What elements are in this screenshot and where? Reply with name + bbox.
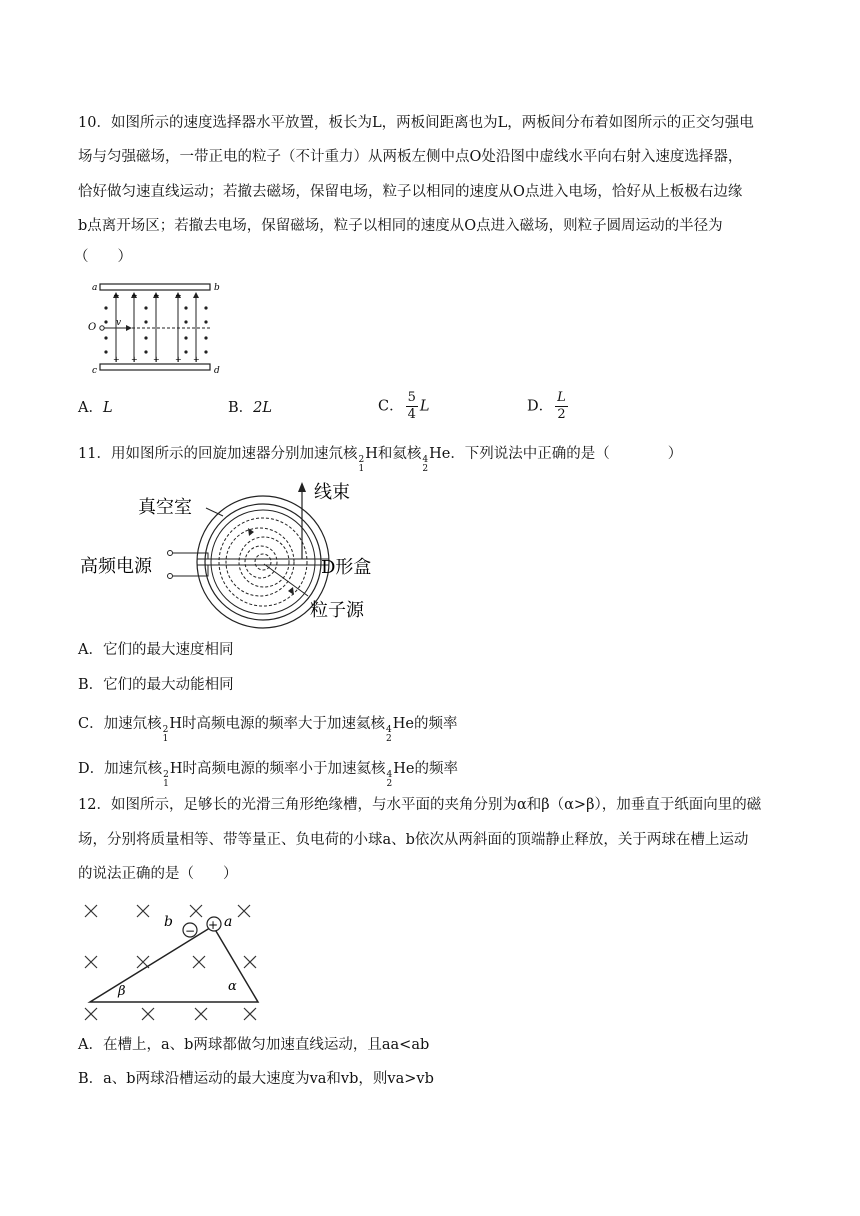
q11-option-c[interactable]: C．加速氘核 2 1 H时高频电源的频率大于加速氦核 4 2 He的频率 — [78, 716, 458, 744]
label-dee: D形盒 — [321, 557, 372, 578]
q11-option-b[interactable]: B．它们的最大动能相同 — [78, 677, 234, 693]
label-v: v — [116, 318, 122, 328]
q10-answer-paren: （ ） — [74, 249, 132, 265]
q10-option-c[interactable]: C． $\frac{5}{4}$ L — [378, 390, 430, 422]
label-O: O — [88, 322, 97, 333]
q10-line-2: 场与匀强磁场，一带正电的粒子（不计重力）从两板左侧中点O处沿图中虚线水平向右射入速度选择器， — [78, 149, 743, 165]
svg-text:+: + — [193, 355, 200, 364]
q12-line-2: 场，分别将质量相等、带等量正、负电荷的小球a、b依次从两斜面的顶端静止释放，关于两球在槽上运动 — [78, 832, 749, 848]
svg-text:+: + — [153, 355, 160, 364]
label-b: b — [214, 283, 220, 293]
label-hf-source: 高频电源 — [80, 556, 152, 577]
svg-text:+: + — [208, 918, 219, 932]
q11-option-a[interactable]: A．它们的最大速度相同 — [78, 642, 234, 658]
q12-option-a[interactable]: A．在槽上，a、b两球都做匀加速直线运动，且aa<ab — [78, 1037, 430, 1053]
q10-line-1: 10．如图所示的速度选择器水平放置，板长为L，两板间距离也为L，两板间分布着如图所示的正交匀强电 — [78, 115, 754, 131]
label-d: d — [214, 366, 220, 376]
svg-text:+: + — [175, 355, 182, 364]
svg-text:−: − — [153, 291, 160, 300]
cyclotron-figure — [78, 478, 388, 628]
q10-option-a[interactable]: A．L — [78, 400, 113, 416]
label-beta: β — [118, 984, 126, 999]
label-a: a — [92, 283, 98, 293]
svg-text:+: + — [113, 355, 120, 364]
q11-option-d[interactable]: D．加速氘核 2 1 H时高频电源的频率小于加速氦核 4 2 He的频率 — [78, 761, 458, 789]
label-particle-source: 粒子源 — [310, 600, 364, 621]
label-vacuum-chamber: 真空室 — [138, 497, 192, 518]
q12-line-1: 12．如图所示，足够长的光滑三角形绝缘槽，与水平面的夹角分别为α和β（α>β），加垂直于纸面向里的磁 — [78, 797, 762, 813]
svg-text:+: + — [131, 355, 138, 364]
svg-text:−: − — [131, 291, 138, 300]
svg-text:−: − — [175, 291, 182, 300]
q10-option-d[interactable]: D． $\frac{L}{2}$ — [527, 390, 566, 422]
q10-line-4: b点离开场区；若撤去电场，保留磁场，粒子以相同的速度从O点进入磁场，则粒子圆周运动的半径为 — [78, 218, 723, 234]
label-a: a — [224, 914, 233, 930]
q12-option-b[interactable]: B．a、b两球沿槽运动的最大速度为va和vb，则va>vb — [78, 1071, 434, 1087]
label-alpha: α — [228, 979, 237, 994]
q12-line-3: 的说法正确的是（ ） — [78, 866, 238, 882]
velocity-selector-figure — [86, 278, 226, 378]
svg-text:−: − — [185, 924, 196, 938]
q10-option-b[interactable]: B．2L — [228, 400, 273, 416]
svg-text:−: − — [113, 291, 120, 300]
q11-stem: 11．用如图所示的回旋加速器分别加速氘核 2 1 H和氦核 4 2 He．下列说法中正确的是（ ） — [78, 446, 683, 474]
label-beam: 线束 — [314, 482, 350, 503]
label-c: c — [92, 366, 98, 376]
label-b: b — [164, 914, 173, 930]
q10-line-3: 恰好做匀速直线运动；若撤去磁场，保留电场，粒子以相同的速度从O点进入电场，恰好从上板极右边缘 — [78, 184, 743, 200]
triangle-groove-figure — [80, 898, 270, 1022]
